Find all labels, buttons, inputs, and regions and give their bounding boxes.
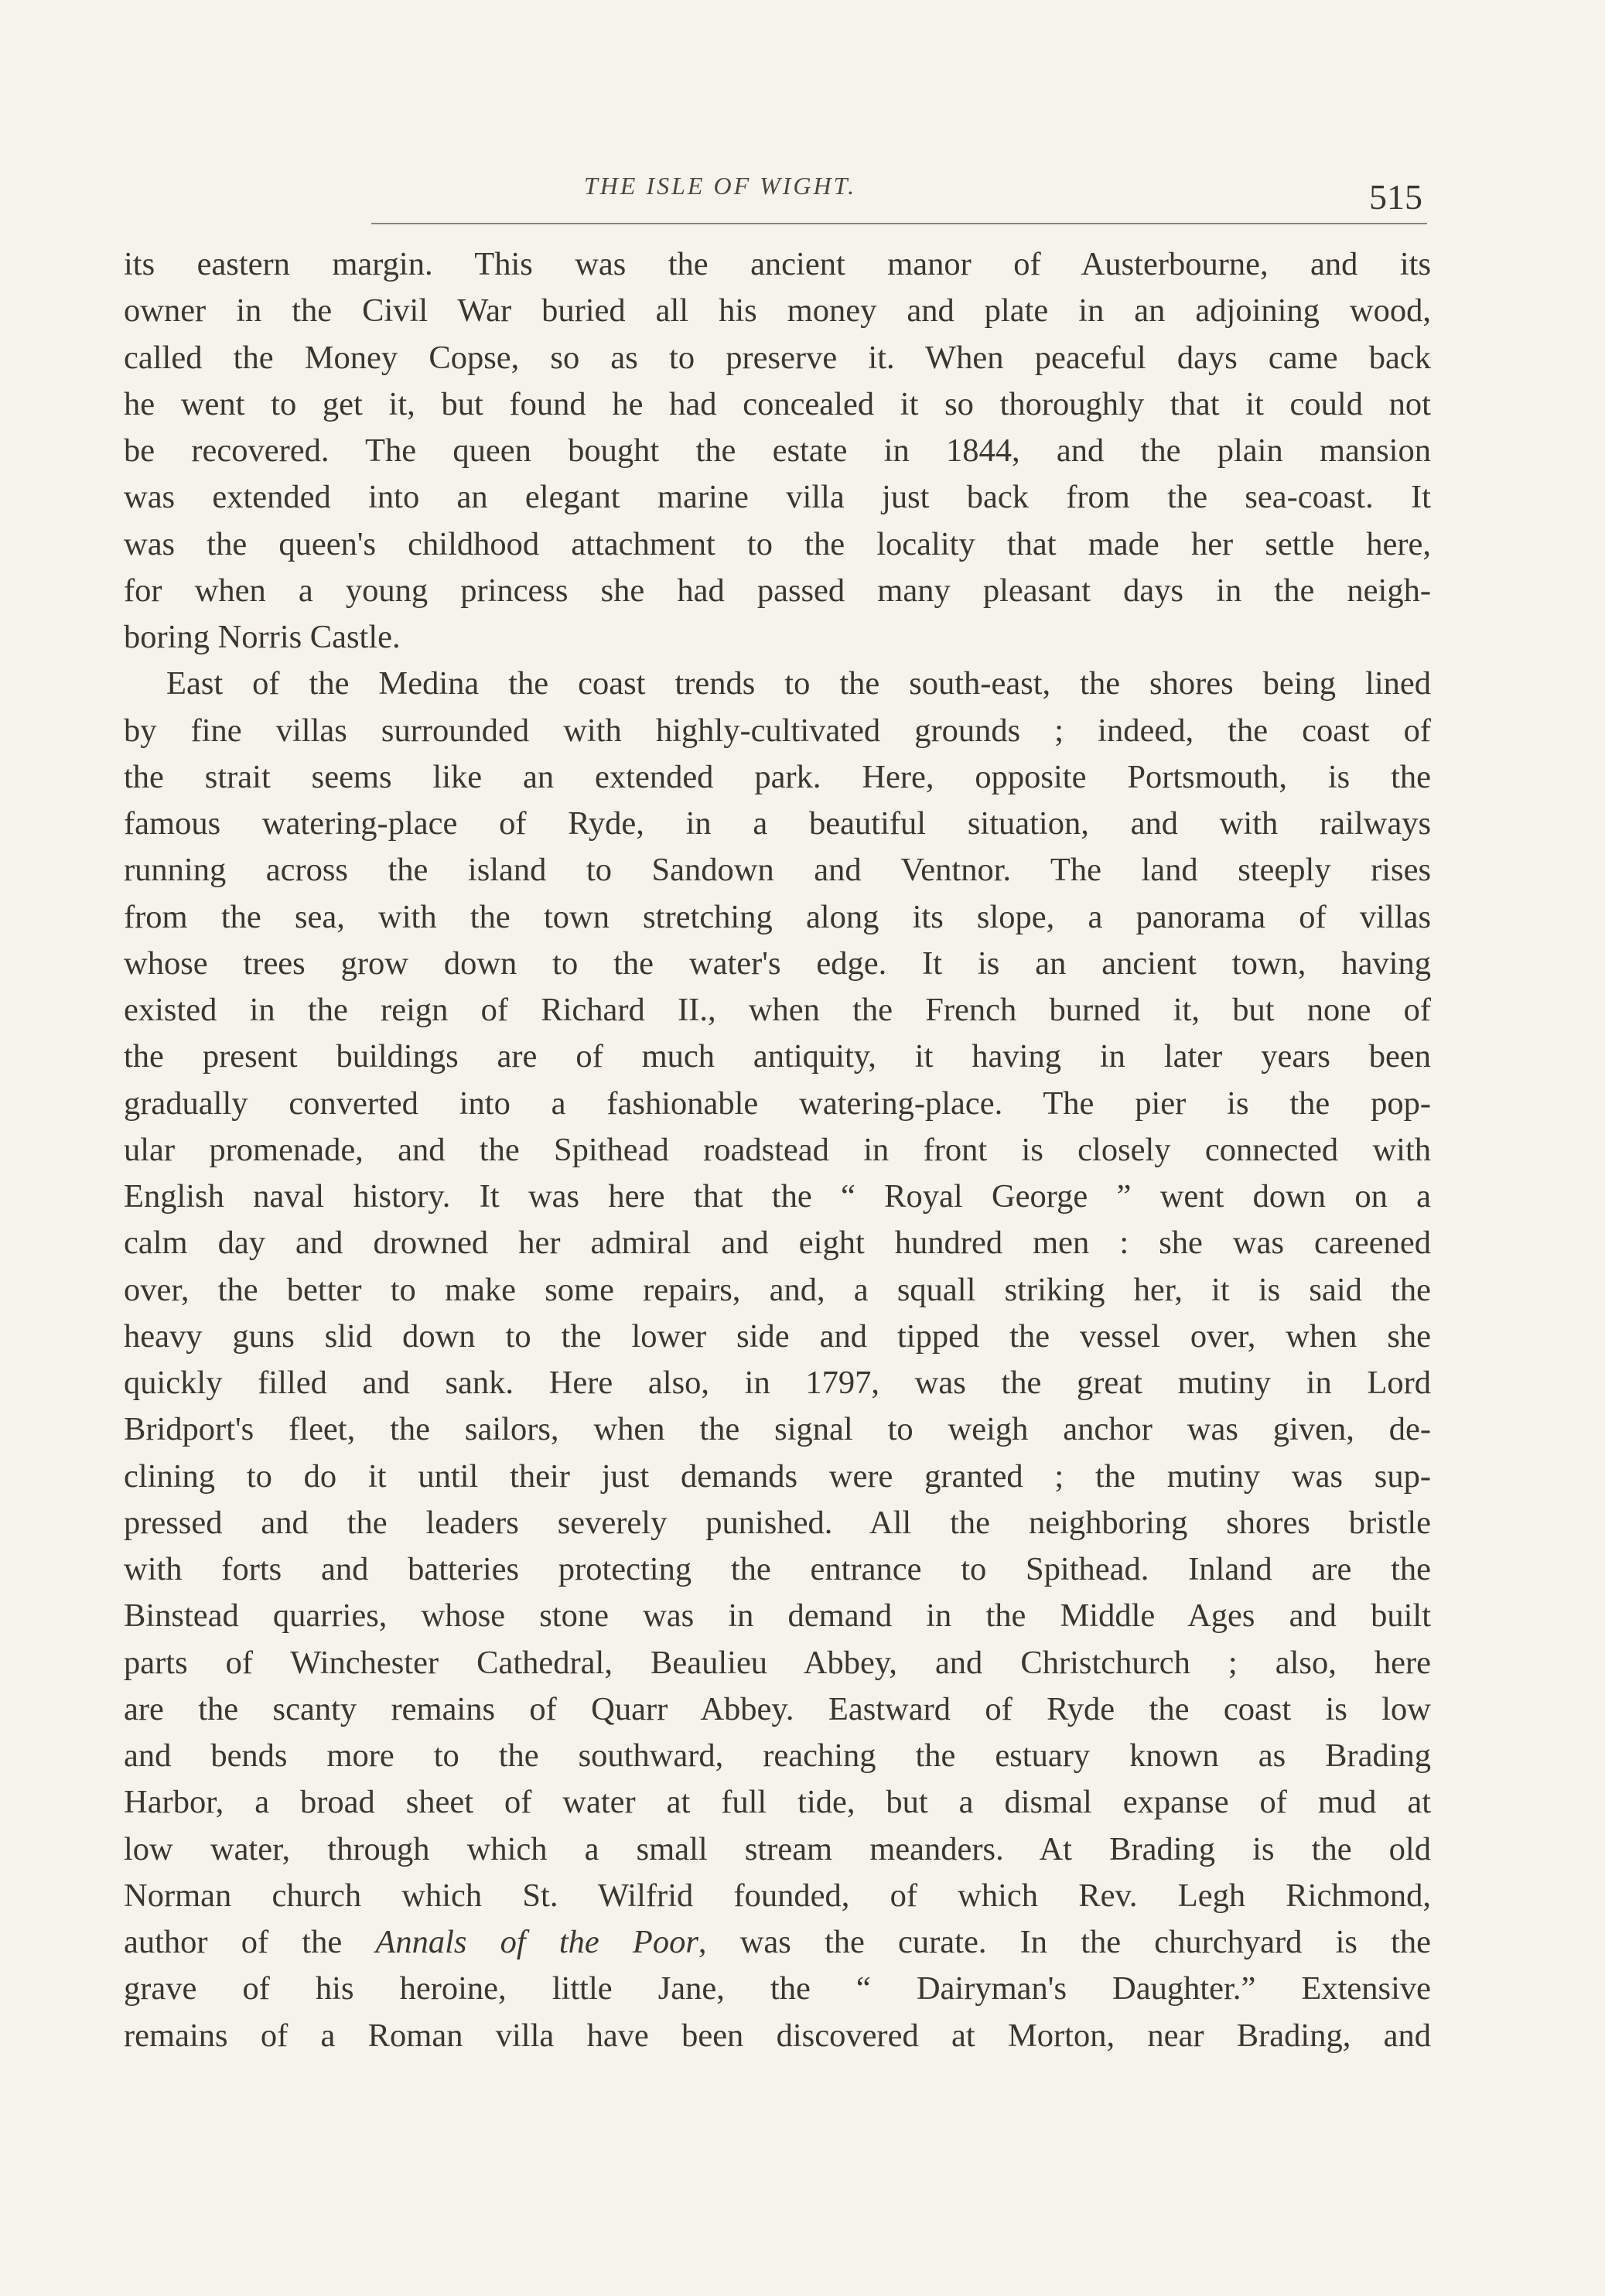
text-line: remains of a Roman villa have been discovered at Morton, near Brading, and (124, 2017, 1431, 2054)
text-fragment: author of the (124, 1924, 376, 1960)
text-line: Norman church which St. Wilfrid founded, of which Rev. Legh Richmond, (124, 1877, 1431, 1914)
page-number: 515 (1369, 177, 1422, 217)
text-line: and bends more to the southward, reaching the estuary known as Brading (124, 1737, 1431, 1774)
running-title: THE ISLE OF WIGHT. (584, 172, 857, 200)
text-line: English naval history. It was here that the “ Royal George ” went down on a (124, 1178, 1431, 1215)
text-line: Harbor, a broad sheet of water at full tide, but a dismal expanse of mud at (124, 1784, 1431, 1821)
text-line: was the queen's childhood attachment to the locality that made her settle here, (124, 525, 1431, 562)
text-fragment: , was the curate. In the churchyard is the (698, 1924, 1432, 1960)
text-line: owner in the Civil War buried all his money and plate in an adjoining wood, (124, 292, 1431, 330)
text-line: be recovered. The queen bought the estate in 1844, and the plain mansion (124, 432, 1431, 469)
text-line: the present buildings are of much antiquity, it having in later years been (124, 1038, 1431, 1075)
text-line: for when a young princess she had passed many pleasant days in the neigh- (124, 572, 1431, 609)
body-text (124, 241, 1431, 2059)
text-line: over, the better to make some repairs, and, a squall striking her, it is said the (124, 1271, 1431, 1308)
paragraph-end-line: boring Norris Castle. (124, 619, 401, 655)
text-line: heavy guns slid down to the lower side and tipped the vessel over, when she (124, 1317, 1431, 1355)
text-line: are the scanty remains of Quarr Abbey. Eastward of Ryde the coast is low (124, 1690, 1431, 1727)
text-line: was extended into an elegant marine villa just back from the sea-coast. It (124, 479, 1431, 516)
text-line: low water, through which a small stream meanders. At Brading is the old (124, 1830, 1431, 1867)
text-line: running across the island to Sandown and Ventnor. The land steeply rises (124, 852, 1431, 889)
text-line: quickly filled and sank. Here also, in 1797, was the great mutiny in Lord (124, 1365, 1431, 1401)
text-line: clining to do it until their just demands were granted ; the mutiny was sup- (124, 1457, 1431, 1495)
text-line: pressed and the leaders severely punished. All the neighboring shores bristle (124, 1504, 1431, 1541)
text-line: existed in the reign of Richard II., when the French burned it, but none of (124, 992, 1431, 1028)
text-line: ular promenade, and the Spithead roadstead in front is closely connected with (124, 1131, 1431, 1168)
text-line: its eastern margin. This was the ancient manor of Austerbourne, and its (124, 246, 1431, 282)
text-line: with forts and batteries protecting the entrance to Spithead. Inland are the (124, 1551, 1431, 1587)
text-line: the strait seems like an extended park. Here, opposite Portsmouth, is the (124, 758, 1431, 795)
text-line-with-book-title (124, 1919, 1431, 1966)
text-line: from the sea, with the town stretching along its slope, a panorama of villas (124, 898, 1431, 935)
book-title-italic: Annals of the Poor (375, 1924, 698, 1960)
text-line: by fine villas surrounded with highly-cultivated grounds ; indeed, the coast of (124, 712, 1431, 749)
text-line: grave of his heroine, little Jane, the “ Dairyman's Daughter.” Extensive (124, 1970, 1431, 2007)
paragraph-start-line: East of the Medina the coast trends to the south-east, the shores being lined (166, 665, 1431, 702)
text-line: whose trees grow down to the water's edge. It is an ancient town, having (124, 945, 1431, 982)
text-line: parts of Winchester Cathedral, Beaulieu Abbey, and Christchurch ; also, here (124, 1644, 1431, 1681)
text-line: Binstead quarries, whose stone was in demand in the Middle Ages and built (124, 1597, 1431, 1635)
text-line: famous watering-place of Ryde, in a beautiful situation, and with railways (124, 805, 1431, 842)
text-line: Bridport's fleet, the sailors, when the signal to weigh anchor was given, de- (124, 1411, 1431, 1448)
text-line: calm day and drowned her admiral and eight hundred men : she was careened (124, 1225, 1431, 1262)
text-line: called the Money Copse, so as to preserve it. When peaceful days came back (124, 339, 1431, 376)
header-rule (371, 223, 1427, 224)
text-line: he went to get it, but found he had concealed it so thoroughly that it could not (124, 385, 1431, 422)
text-line: gradually converted into a fashionable watering-place. The pier is the pop- (124, 1085, 1431, 1122)
